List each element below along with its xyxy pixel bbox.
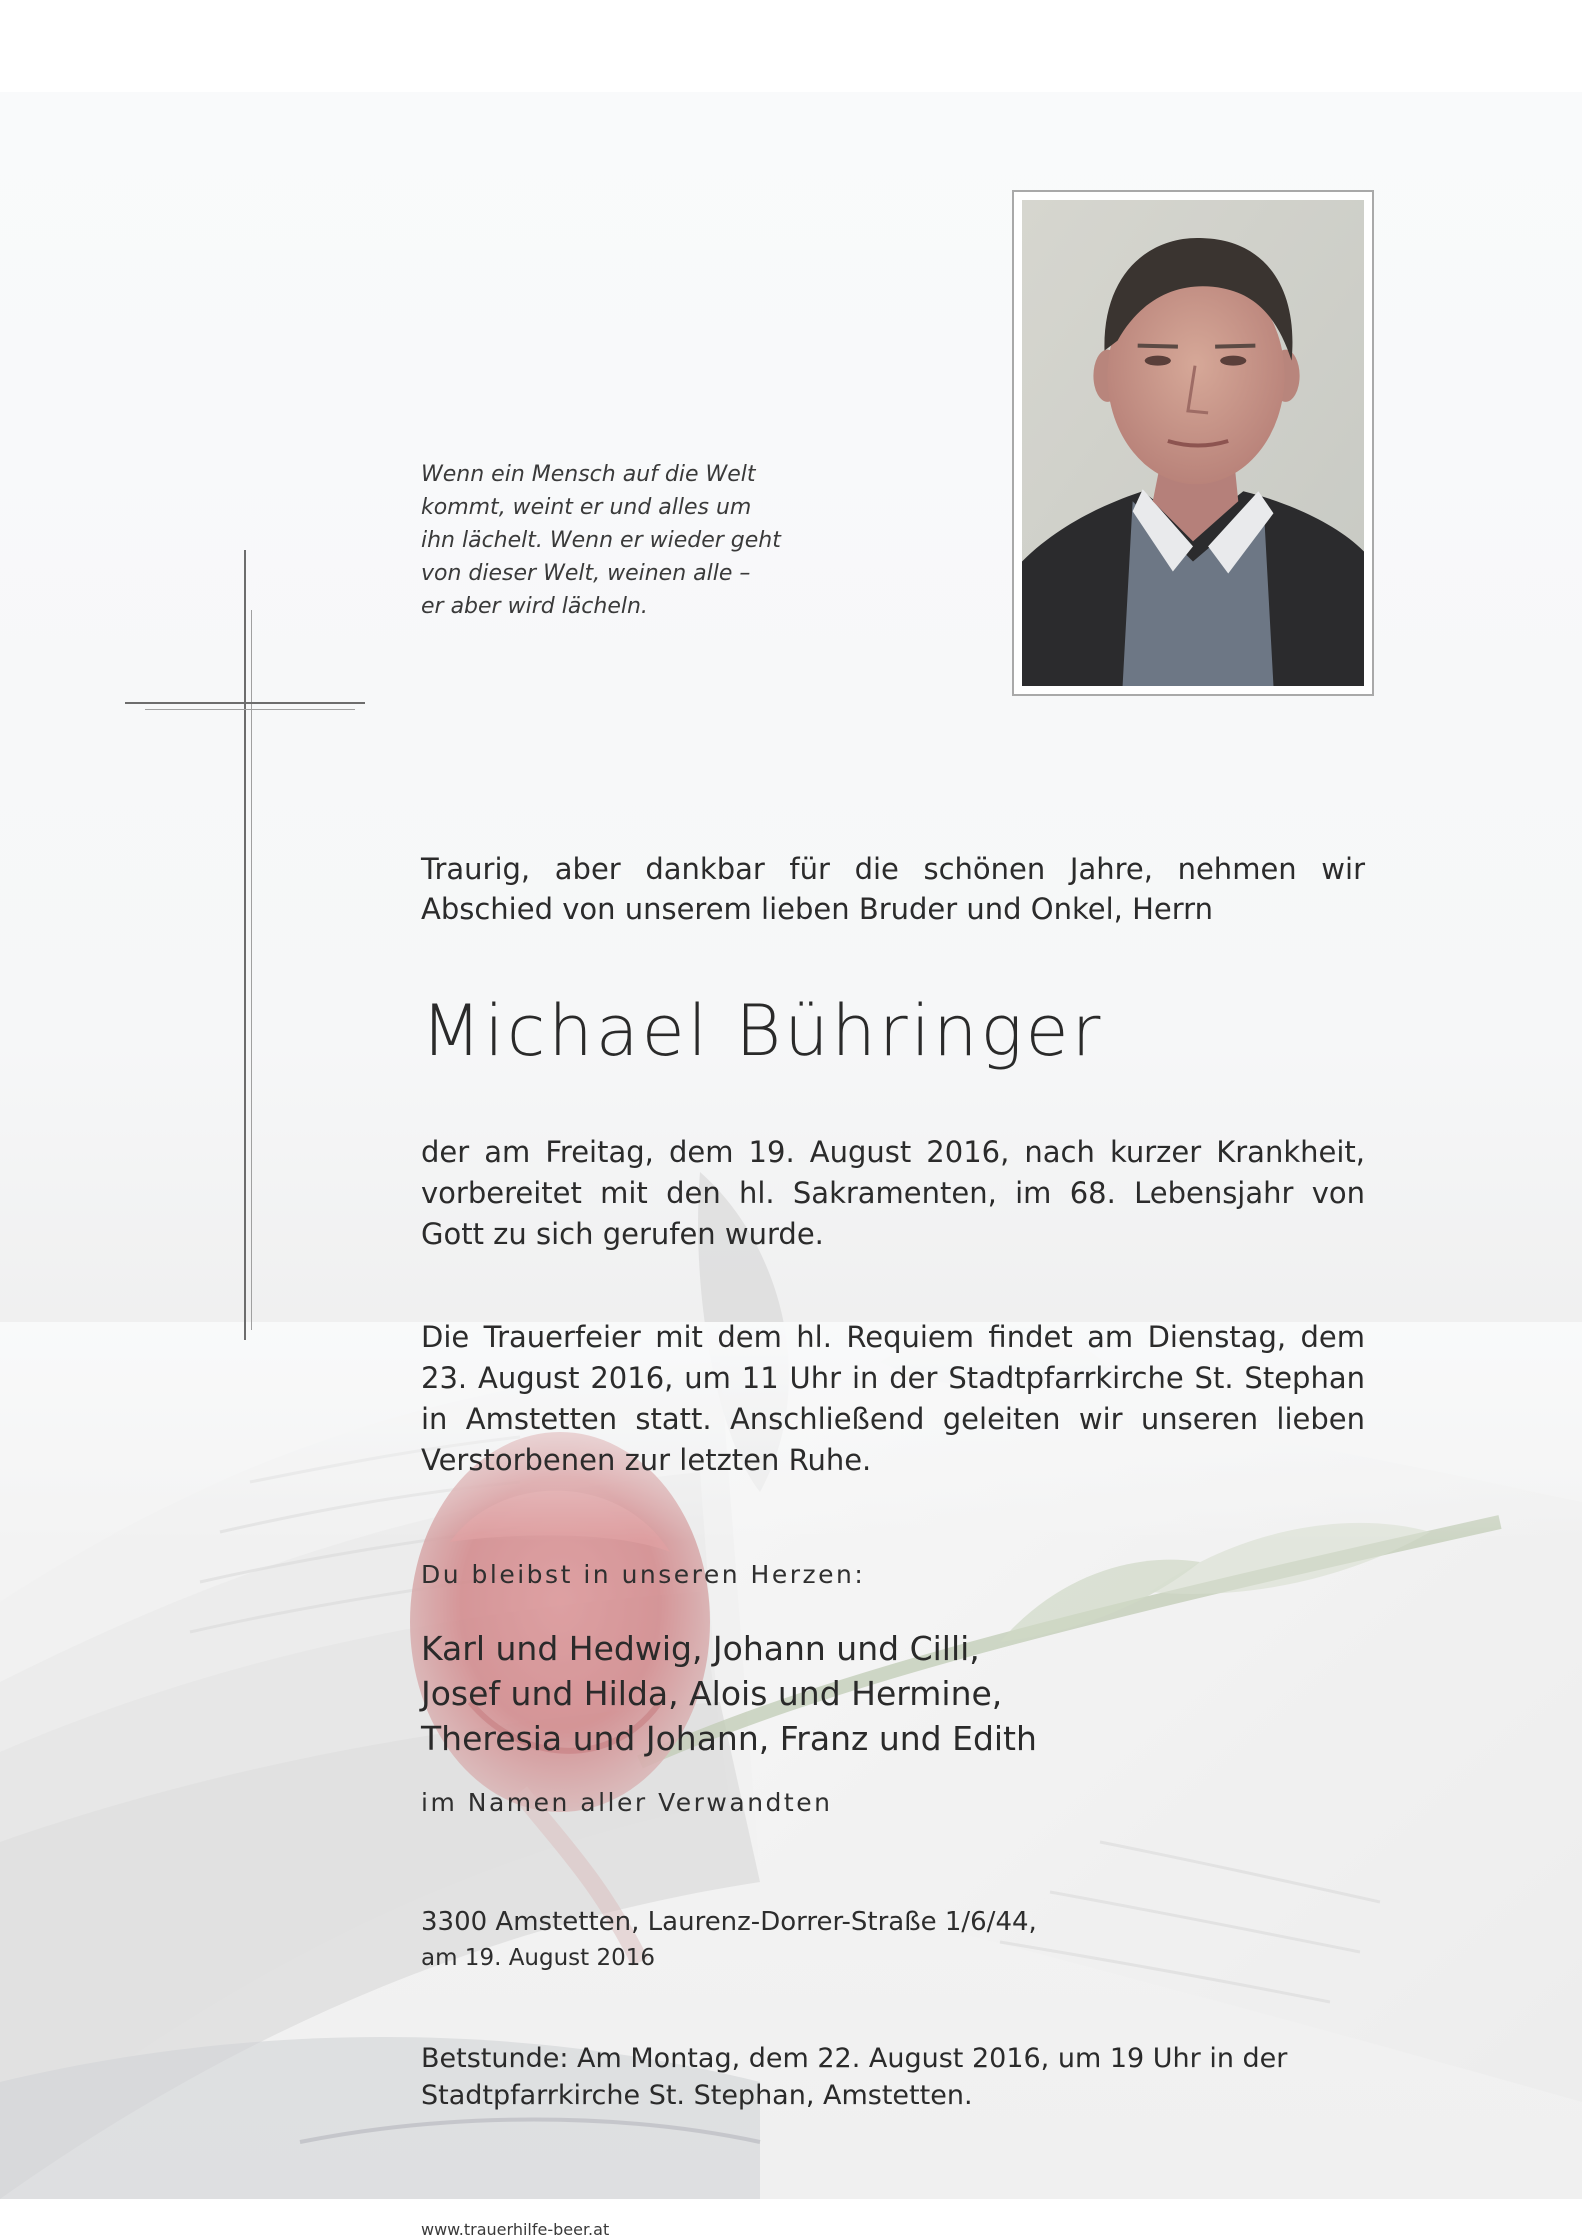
- quote-line: Wenn ein Mensch auf die Welt: [421, 462, 756, 487]
- obituary-card: [0, 92, 1582, 2239]
- intro-text: [421, 849, 1365, 929]
- relatives-note: im Namen aller Verwandten: [421, 1788, 833, 1817]
- memorial-quote: [421, 458, 841, 623]
- service-line: Verstorbenen zur letzten Ruhe.: [421, 1443, 872, 1477]
- funeral-service-text: [421, 1317, 1365, 1481]
- death-line: der am Freitag, dem 19. August 2016, nach kurzer Krankheit,: [421, 1135, 1365, 1169]
- cross-icon: [125, 550, 365, 1340]
- intro-line: Traurig, aber dankbar für die schönen Jahre, nehmen wir: [421, 852, 1365, 886]
- quote-line: ihn lächelt. Wenn er wieder geht: [421, 528, 781, 553]
- prayer-line: Betstunde: Am Montag, dem 22. August 2016, um 19 Uhr in der: [421, 2043, 1288, 2074]
- service-line: in Amstetten statt. Anschließend geleiten wir unseren lieben: [421, 1402, 1365, 1436]
- family-line: Karl und Hedwig, Johann und Cilli,: [421, 1629, 980, 1668]
- service-line: 23. August 2016, um 11 Uhr in der Stadtpfarrkirche St. Stephan: [421, 1361, 1365, 1395]
- family-line: Theresia und Johann, Franz und Edith: [421, 1719, 1037, 1758]
- death-line: vorbereitet mit den hl. Sakramenten, im 68. Lebensjahr von: [421, 1176, 1365, 1210]
- top-margin: [0, 0, 1582, 92]
- portrait-image: [1022, 200, 1364, 686]
- intro-line: Abschied von unserem lieben Bruder und Onkel, Herrn: [421, 892, 1213, 926]
- address-street: 3300 Amstetten, Laurenz-Dorrer-Straße 1/6/44,: [421, 1907, 1037, 1937]
- quote-line: er aber wird lächeln.: [421, 594, 648, 619]
- death-line: Gott zu sich gerufen wurde.: [421, 1217, 824, 1251]
- address-date: am 19. August 2016: [421, 1945, 656, 1971]
- family-list: [421, 1626, 1037, 1761]
- death-notice-text: [421, 1132, 1365, 1255]
- prayer-hour-text: [421, 2040, 1287, 2114]
- deceased-name: Michael Bühringer: [421, 990, 1104, 1072]
- family-line: Josef und Hilda, Alois und Hermine,: [421, 1674, 1003, 1713]
- service-line: Die Trauerfeier mit dem hl. Requiem findet am Dienstag, dem: [421, 1320, 1365, 1354]
- quote-line: kommt, weint er und alles um: [421, 495, 752, 520]
- portrait-photo: [1012, 190, 1374, 696]
- prayer-line: Stadtpfarrkirche St. Stephan, Amstetten.: [421, 2080, 973, 2111]
- address-block: [421, 1904, 1037, 1976]
- quote-line: von dieser Welt, weinen alle –: [421, 561, 751, 586]
- mourners-heading: Du bleibst in unseren Herzen:: [421, 1560, 866, 1589]
- website-link[interactable]: www.trauerhilfe-beer.at: [421, 2220, 610, 2239]
